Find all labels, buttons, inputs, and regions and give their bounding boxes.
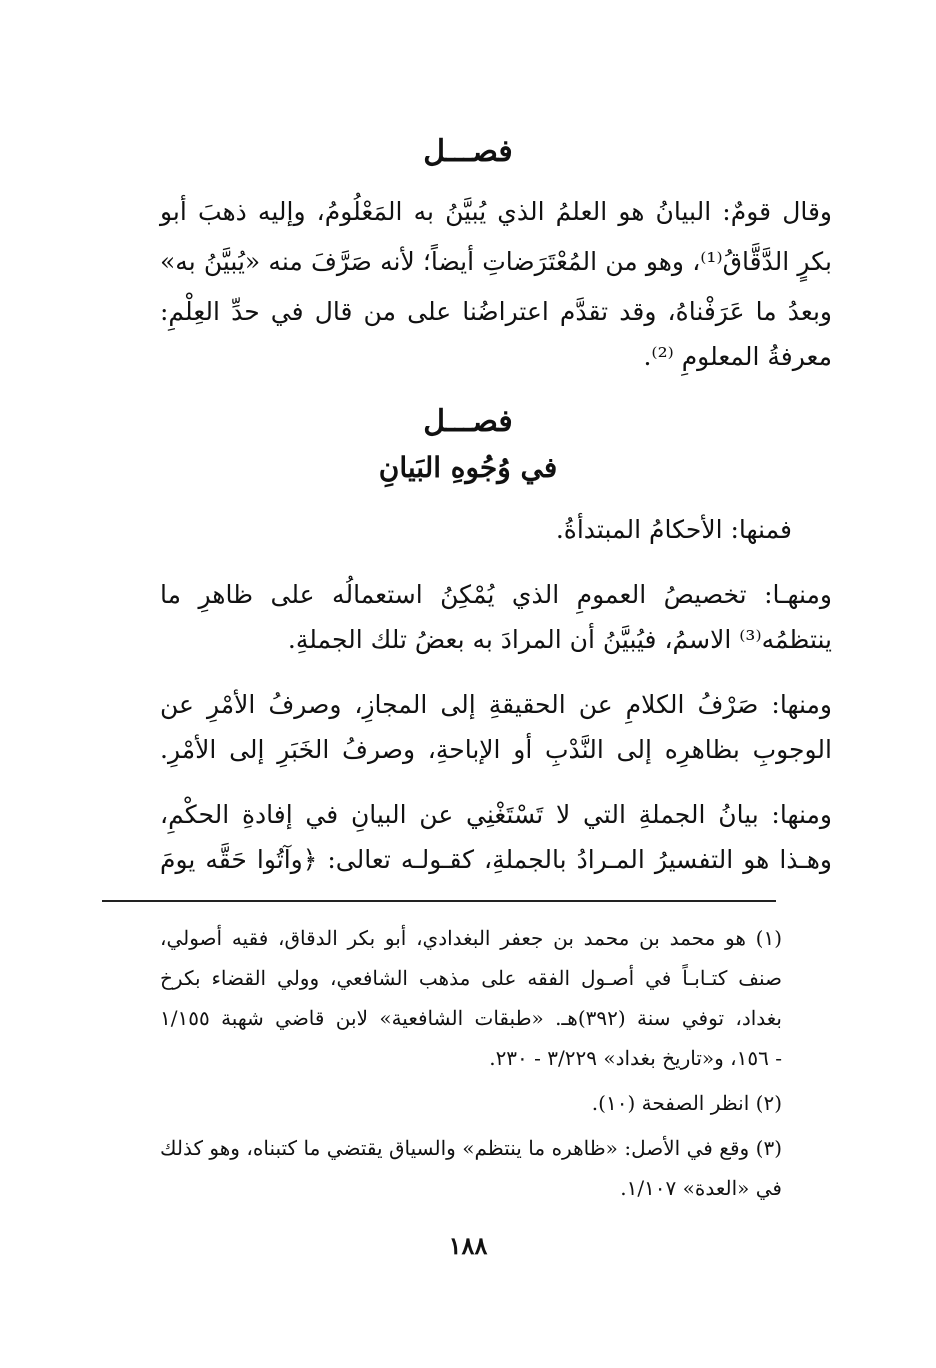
section-subtitle: في وُجُوهِ البَيانِ [378,451,558,484]
paragraph-line: فمنها: الأحكامُ المبتدأةُ. [555,515,792,544]
footnote-line: (٣) وقع في الأصل: «ظاهره ما ينتظم» والسياق يقتضي ما كتبناه، وهو كذلك [160,1136,782,1160]
footnote-line: (١) هو محمد بن محمد بن جعفر البغدادي، أبو بكر الدقاق، فقيه أصولي، [160,926,782,950]
paragraph-line: ومنهـا: تخصيصُ العمومِ الذي يُمْكِنُ استعمالُه على ظاهرِ ما [160,580,832,609]
paragraph-line: وبعدُ ما عَرَفْناهُ، وقد تقدَّم اعتراضُنا على من قال في حدِّ العِلْمِ: [160,297,832,326]
footnote-line: بغداد، توفي سنة (٣٩٢)هـ. «طبقات الشافعية» لابن قاضي شهبة ١/١٥٥ [160,1006,782,1030]
page-number: ١٨٨ [448,1231,488,1260]
paragraph-line: ومنها: صَرْفُ الكلامِ عن الحقيقةِ إلى المجازِ، وصرفُ الأمْرِ عن [160,690,832,719]
footnote-separator [102,900,776,902]
footnote-line: صنف كتـابـاً في أصـول الفقه على مذهب الشافعي، وولي القضاء بكرخ [160,966,782,990]
paragraph-line: وهـذا هو التفسيرُ المـرادُ بالجملةِ، كقـولـه تعالى: ﴿وآتُوا حَقَّه يومَ [160,845,832,874]
paragraph-line: بكرٍ الدَّقَّاقُ⁽¹⁾، وهو من المُعْتَرَضاتِ أيضاً؛ لأنه صَرَّفَ منه «يُبيَّنُ به» [160,247,832,276]
section-title: فصـــل [423,404,513,439]
paragraph-line: ينتظمُه⁽³⁾ الاسمُ، فيُبيَّنُ أن المرادَ به بعضُ تلك الجملةِ. [287,625,832,654]
paragraph-line: وقال قومٌ: البيانُ هو العلمُ الذي يُبيَّنُ به المَعْلُومُ، وإليه ذهبَ أبو [160,197,832,226]
section-title: فصـــل [423,134,513,169]
paragraph-line: ومنها: بيانُ الجملةِ التي لا تَسْتَغْنِي عن البيانِ في إفادةِ الحكْمِ، [160,800,832,829]
footnote-line: في «العدة» ١/١٠٧. [620,1176,782,1200]
footnote-line: - ١٥٦، و«تاريخ بغداد» ٣/٢٢٩ - ٢٣٠. [489,1046,782,1070]
footnote-line: (٢) انظر الصفحة (١٠). [591,1091,782,1115]
paragraph-line: الوجوبِ بظاهرِه إلى النَّدْبِ أو الإباحةِ، وصرفُ الخَبَرِ إلى الأمْرِ. [160,735,832,764]
paragraph-line: معرفةُ المعلومِ ⁽²⁾. [643,342,832,371]
